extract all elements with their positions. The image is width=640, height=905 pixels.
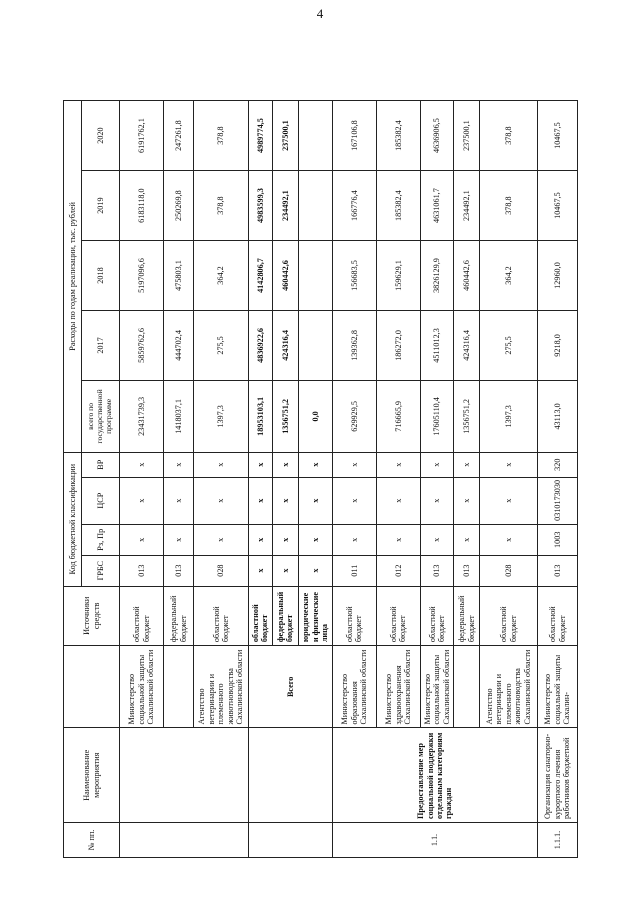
row-grbs: 013	[120, 555, 164, 586]
row-rzpr: x	[164, 524, 194, 555]
row-2017: 275,5	[480, 310, 538, 380]
row-total: 629929,5	[332, 380, 376, 452]
row-csr: x	[194, 477, 249, 524]
row-2017: 4836922,6	[249, 310, 273, 380]
row-2020: 378,8	[480, 101, 538, 171]
row-vr: x	[164, 452, 194, 477]
row-2019: 4983599,3	[249, 171, 273, 241]
row-total: 1356751,2	[454, 380, 480, 452]
row-rzpr: x	[249, 524, 273, 555]
header-vr: ВР	[82, 452, 120, 477]
row-grbs: 011	[332, 555, 376, 586]
row-csr: x	[454, 477, 480, 524]
row-total: 716665,9	[376, 380, 420, 452]
budget-table	[63, 100, 578, 858]
header-year-2017: 2017	[82, 310, 120, 380]
row-grbs: 013	[164, 555, 194, 586]
row-vr: x	[332, 452, 376, 477]
row-csr: x	[164, 477, 194, 524]
table-row	[249, 101, 273, 858]
row-2018: 156683,5	[332, 241, 376, 311]
row-2020: 167106,8	[332, 101, 376, 171]
row-2018: 364,2	[480, 241, 538, 311]
row-admin: Министерство социальной защиты Сахалин-	[538, 646, 578, 728]
row-2017: 275,5	[194, 310, 249, 380]
row-source: федеральный бюджет	[272, 586, 298, 646]
header-rzpr: Рз, Пр	[82, 524, 120, 555]
row-csr: x	[120, 477, 164, 524]
row-2020: 4636906,5	[420, 101, 453, 171]
row-rzpr: x	[120, 524, 164, 555]
row-csr: x	[420, 477, 453, 524]
row-rzpr: x	[454, 524, 480, 555]
row-2020: 10467,5	[538, 101, 578, 171]
row-2018: 3826129,9	[420, 241, 453, 311]
row-grbs: 012	[376, 555, 420, 586]
row-2020	[298, 101, 332, 171]
row-csr: x	[272, 477, 298, 524]
row-admin: Министерство социальной защиты Сахалинской области	[420, 646, 453, 728]
row-csr: x	[376, 477, 420, 524]
row-vr: x	[249, 452, 273, 477]
row-total: 1356751,2	[272, 380, 298, 452]
row-csr: 0310173030	[538, 477, 578, 524]
row-source: областной бюджет	[538, 586, 578, 646]
row-grbs: 013	[538, 555, 578, 586]
row-2019	[298, 171, 332, 241]
row-2018: 364,2	[194, 241, 249, 311]
row-no	[120, 823, 249, 858]
row-2017: 9218,0	[538, 310, 578, 380]
row-name	[120, 728, 249, 823]
header-year-2018: 2018	[82, 241, 120, 311]
row-no: 1.1.	[332, 823, 537, 858]
row-2019: 250269,8	[164, 171, 194, 241]
header-year-2019: 2019	[82, 171, 120, 241]
row-vr: x	[194, 452, 249, 477]
row-grbs: 028	[194, 555, 249, 586]
row-rzpr: x	[194, 524, 249, 555]
row-vr: x	[376, 452, 420, 477]
row-2020: 247261,8	[164, 101, 194, 171]
row-admin: Агентство ветеринарии и племенного животноводства Сахалинской области	[194, 646, 249, 728]
rotated-table-wrapper	[63, 100, 573, 858]
row-2019: 185382,4	[376, 171, 420, 241]
row-rzpr: x	[332, 524, 376, 555]
row-vr: x	[120, 452, 164, 477]
header-name: Наименование мероприятия	[64, 728, 120, 823]
row-total: 1397,3	[480, 380, 538, 452]
row-2020: 378,8	[194, 101, 249, 171]
row-source: областной бюджет	[332, 586, 376, 646]
row-2018: 460442,6	[454, 241, 480, 311]
row-2018: 5197096,6	[120, 241, 164, 311]
row-total: 1418037,1	[164, 380, 194, 452]
row-2020: 4989774,5	[249, 101, 273, 171]
row-total: 17605110,4	[420, 380, 453, 452]
header-codes-group: Код бюджетной классификации	[64, 452, 82, 586]
row-csr: x	[332, 477, 376, 524]
row-total: 23431739,3	[120, 380, 164, 452]
row-2019: 378,8	[480, 171, 538, 241]
row-rzpr: x	[420, 524, 453, 555]
row-vr: x	[480, 452, 538, 477]
row-2019: 234492,1	[272, 171, 298, 241]
row-name: Предоставление мер социальной поддержки отдельным категориям граждан	[332, 728, 537, 823]
row-name	[249, 728, 333, 823]
row-source: областной бюджет	[420, 586, 453, 646]
table-row	[538, 101, 578, 858]
row-2018: 159629,1	[376, 241, 420, 311]
row-no: 1.1.1.	[538, 823, 578, 858]
row-vr: x	[298, 452, 332, 477]
row-grbs: x	[249, 555, 273, 586]
row-total: 43113,0	[538, 380, 578, 452]
row-2018: 12960,0	[538, 241, 578, 311]
row-csr: x	[249, 477, 273, 524]
row-2018: 4142806,7	[249, 241, 273, 311]
row-source: областной бюджет	[194, 586, 249, 646]
row-grbs: 013	[420, 555, 453, 586]
row-2017: 4511012,3	[420, 310, 453, 380]
row-2020: 237500,1	[272, 101, 298, 171]
table-row	[120, 101, 164, 858]
row-vr: x	[454, 452, 480, 477]
header-admin	[64, 646, 120, 728]
row-rzpr: 1003	[538, 524, 578, 555]
row-2019: 378,8	[194, 171, 249, 241]
row-source: областной бюджет	[376, 586, 420, 646]
row-2020: 237500,1	[454, 101, 480, 171]
row-source: юридические и физические лица	[298, 586, 332, 646]
row-no	[249, 823, 333, 858]
row-total: 18953103,1	[249, 380, 273, 452]
table-row	[332, 101, 376, 858]
row-2020: 185382,4	[376, 101, 420, 171]
row-total: 1397,3	[194, 380, 249, 452]
row-csr: x	[480, 477, 538, 524]
row-grbs: x	[272, 555, 298, 586]
row-admin: Министерство образования Сахалинской области	[332, 646, 376, 728]
row-rzpr: x	[376, 524, 420, 555]
row-grbs: 028	[480, 555, 538, 586]
header-no: № пп.	[64, 823, 120, 858]
row-2018: 475803,1	[164, 241, 194, 311]
row-admin	[164, 646, 194, 728]
row-grbs: 013	[454, 555, 480, 586]
row-2017: 5859762,6	[120, 310, 164, 380]
row-2017: 424316,4	[454, 310, 480, 380]
row-name: Организация санаторно-курортного лечения работников бюджетной	[538, 728, 578, 823]
header-years-group: Расходы по годам реализации, тыс. рублей	[64, 101, 82, 453]
row-2019: 4631061,7	[420, 171, 453, 241]
page-number: 4	[316, 6, 324, 21]
row-rzpr: x	[298, 524, 332, 555]
row-admin: Агентство ветеринарии и племенного животноводства Сахалинской области	[480, 646, 538, 728]
row-admin: Министерство социальной защиты Сахалинской области	[120, 646, 164, 728]
header-csr: ЦСР	[82, 477, 120, 524]
row-vr: x	[272, 452, 298, 477]
row-admin: Министерство здравоохранения Сахалинской области	[376, 646, 420, 728]
row-2018	[298, 241, 332, 311]
row-grbs: x	[298, 555, 332, 586]
row-admin	[454, 646, 480, 728]
row-2017	[298, 310, 332, 380]
header-grbs: ГРБС	[82, 555, 120, 586]
row-source: областной бюджет	[480, 586, 538, 646]
row-rzpr: x	[272, 524, 298, 555]
row-2017: 186272,0	[376, 310, 420, 380]
row-2019: 234492,1	[454, 171, 480, 241]
row-csr: x	[298, 477, 332, 524]
header-source: Источники средств	[64, 586, 120, 646]
row-source: федеральный бюджет	[454, 586, 480, 646]
row-2017: 139362,8	[332, 310, 376, 380]
row-source: федеральный бюджет	[164, 586, 194, 646]
total-label: Всего	[249, 646, 333, 728]
header-total: всего по государственной программе	[82, 380, 120, 452]
row-2017: 424316,4	[272, 310, 298, 380]
row-2019: 10467,5	[538, 171, 578, 241]
row-source: областной бюджет	[249, 586, 273, 646]
row-2020: 6191762,1	[120, 101, 164, 171]
row-rzpr: x	[480, 524, 538, 555]
row-2017: 444702,4	[164, 310, 194, 380]
row-2018: 460442,6	[272, 241, 298, 311]
row-vr: x	[420, 452, 453, 477]
row-2019: 166776,4	[332, 171, 376, 241]
row-source: областной бюджет	[120, 586, 164, 646]
row-vr: 320	[538, 452, 578, 477]
row-2019: 6183118,0	[120, 171, 164, 241]
row-total: 0,0	[298, 380, 332, 452]
header-year-2020: 2020	[82, 101, 120, 171]
